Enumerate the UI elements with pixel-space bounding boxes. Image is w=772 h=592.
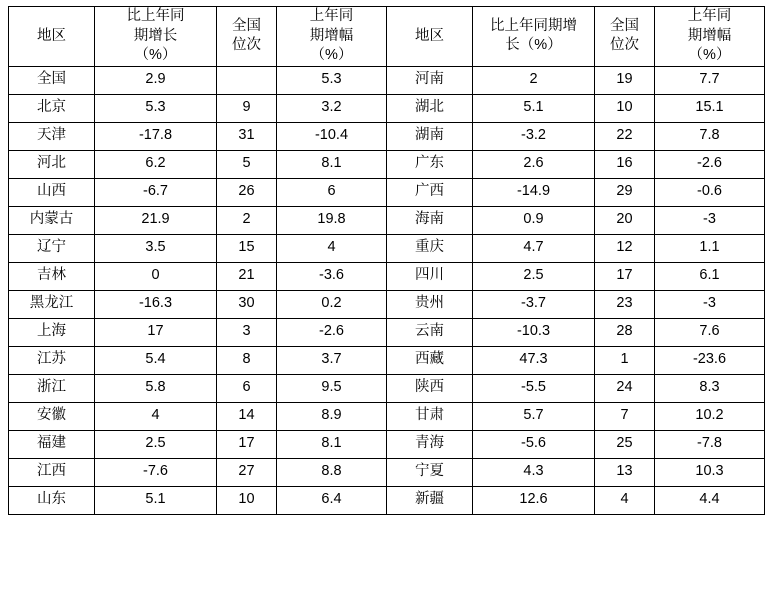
cell-rank-left: 26 (217, 178, 277, 206)
cell-growth-left: 4 (95, 402, 217, 430)
cell-region-left: 浙江 (9, 374, 95, 402)
cell-prev-left: 6.4 (277, 486, 387, 514)
cell-rank-right: 24 (595, 374, 655, 402)
cell-rank-right: 10 (595, 94, 655, 122)
cell-growth-right: 2.6 (473, 150, 595, 178)
cell-region-left: 辽宁 (9, 234, 95, 262)
cell-rank-right: 25 (595, 430, 655, 458)
table-row (9, 66, 765, 94)
header-rank-right-line2: 位次 (610, 37, 639, 54)
cell-rank-left: 21 (217, 262, 277, 290)
regional-growth-table (8, 6, 765, 515)
cell-rank-right: 17 (595, 262, 655, 290)
cell-prev-left: 4 (277, 234, 387, 262)
header-rank-left-line1: 全国 (232, 17, 261, 34)
cell-rank-left: 8 (217, 346, 277, 374)
cell-region-right: 广西 (387, 178, 473, 206)
cell-rank-left: 9 (217, 94, 277, 122)
header-prev-right-line1: 上年同 (687, 8, 732, 24)
cell-rank-left: 3 (217, 318, 277, 346)
cell-region-left: 山东 (9, 486, 95, 514)
cell-prev-left: -10.4 (277, 122, 387, 150)
cell-rank-right: 16 (595, 150, 655, 178)
table-row (9, 178, 765, 206)
table-row (9, 486, 765, 514)
cell-prev-left: -2.6 (277, 318, 387, 346)
cell-rank-right: 4 (595, 486, 655, 514)
table-row (9, 122, 765, 150)
cell-growth-right: 2 (473, 66, 595, 94)
table-body (9, 66, 765, 514)
cell-region-right: 陕西 (387, 374, 473, 402)
cell-growth-left: 5.4 (95, 346, 217, 374)
table-row (9, 430, 765, 458)
cell-rank-left: 5 (217, 150, 277, 178)
cell-prev-right: 8.3 (655, 374, 765, 402)
cell-prev-left: -3.6 (277, 262, 387, 290)
cell-rank-left: 30 (217, 290, 277, 318)
cell-rank-right: 7 (595, 402, 655, 430)
table-row (9, 262, 765, 290)
cell-growth-right: 0.9 (473, 206, 595, 234)
cell-rank-left: 17 (217, 430, 277, 458)
cell-growth-left: 3.5 (95, 234, 217, 262)
header-prev-left-line1: 上年同 (309, 8, 354, 24)
cell-prev-left: 8.1 (277, 150, 387, 178)
table-row (9, 402, 765, 430)
cell-rank-left: 27 (217, 458, 277, 486)
cell-region-left: 河北 (9, 150, 95, 178)
cell-region-left: 江西 (9, 458, 95, 486)
cell-growth-right: -10.3 (473, 318, 595, 346)
header-rank-right-line1: 全国 (610, 17, 639, 34)
cell-rank-left: 14 (217, 402, 277, 430)
cell-prev-left: 8.1 (277, 430, 387, 458)
cell-region-right: 新疆 (387, 486, 473, 514)
cell-rank-left: 31 (217, 122, 277, 150)
cell-rank-right: 23 (595, 290, 655, 318)
cell-rank-left (217, 66, 277, 94)
cell-prev-right: 4.4 (655, 486, 765, 514)
cell-growth-left: 21.9 (95, 206, 217, 234)
cell-growth-right: -5.5 (473, 374, 595, 402)
header-prev-right (655, 7, 765, 67)
cell-region-left: 北京 (9, 94, 95, 122)
cell-growth-left: 2.5 (95, 430, 217, 458)
cell-rank-right: 20 (595, 206, 655, 234)
cell-prev-right: 6.1 (655, 262, 765, 290)
cell-growth-left: -17.8 (95, 122, 217, 150)
cell-growth-left: 5.8 (95, 374, 217, 402)
cell-region-right: 湖南 (387, 122, 473, 150)
cell-growth-right: 4.3 (473, 458, 595, 486)
header-growth-left-line3: （%） (134, 47, 177, 64)
cell-prev-right: -7.8 (655, 430, 765, 458)
cell-growth-left: -6.7 (95, 178, 217, 206)
cell-region-right: 广东 (387, 150, 473, 178)
cell-region-right: 海南 (387, 206, 473, 234)
cell-prev-left: 19.8 (277, 206, 387, 234)
cell-prev-right: 7.7 (655, 66, 765, 94)
cell-region-right: 宁夏 (387, 458, 473, 486)
cell-region-left: 天津 (9, 122, 95, 150)
cell-region-left: 黑龙江 (9, 290, 95, 318)
header-growth-right-line2: 长（%） (505, 37, 562, 54)
cell-prev-right: -2.6 (655, 150, 765, 178)
cell-growth-left: 2.9 (95, 66, 217, 94)
table-row (9, 318, 765, 346)
cell-region-right: 湖北 (387, 94, 473, 122)
cell-rank-left: 15 (217, 234, 277, 262)
cell-region-right: 西藏 (387, 346, 473, 374)
cell-region-left: 山西 (9, 178, 95, 206)
cell-prev-left: 0.2 (277, 290, 387, 318)
cell-prev-right: 7.8 (655, 122, 765, 150)
cell-prev-left: 5.3 (277, 66, 387, 94)
header-growth-left (95, 7, 217, 67)
cell-growth-right: 5.1 (473, 94, 595, 122)
cell-rank-right: 28 (595, 318, 655, 346)
cell-growth-right: 47.3 (473, 346, 595, 374)
cell-prev-left: 3.7 (277, 346, 387, 374)
header-growth-left-line1: 比上年同 (126, 8, 185, 24)
table-row (9, 458, 765, 486)
cell-growth-right: 2.5 (473, 262, 595, 290)
header-rank-right (595, 7, 655, 67)
cell-prev-left: 6 (277, 178, 387, 206)
cell-growth-right: -14.9 (473, 178, 595, 206)
cell-rank-right: 1 (595, 346, 655, 374)
cell-prev-left: 3.2 (277, 94, 387, 122)
header-region-right-line1: 地区 (415, 27, 444, 44)
table-header (9, 7, 765, 67)
cell-growth-right: -3.2 (473, 122, 595, 150)
cell-prev-right: 15.1 (655, 94, 765, 122)
cell-growth-left: -16.3 (95, 290, 217, 318)
header-prev-left-line2: 期增幅 (309, 27, 354, 44)
cell-prev-left: 9.5 (277, 374, 387, 402)
cell-growth-left: 5.3 (95, 94, 217, 122)
header-rank-left-line2: 位次 (232, 37, 261, 54)
cell-prev-right: 1.1 (655, 234, 765, 262)
cell-region-right: 云南 (387, 318, 473, 346)
header-row (9, 7, 765, 67)
header-prev-right-line3: （%） (688, 47, 731, 64)
header-rank-left (217, 7, 277, 67)
cell-growth-left: -7.6 (95, 458, 217, 486)
table-row (9, 94, 765, 122)
cell-region-right: 重庆 (387, 234, 473, 262)
cell-prev-right: 10.3 (655, 458, 765, 486)
cell-growth-left: 0 (95, 262, 217, 290)
table-row (9, 346, 765, 374)
table-row (9, 374, 765, 402)
header-growth-left-line2: 期增长 (133, 27, 178, 44)
cell-rank-left: 2 (217, 206, 277, 234)
cell-region-left: 全国 (9, 66, 95, 94)
header-region-left-line1: 地区 (37, 27, 66, 44)
cell-prev-left: 8.8 (277, 458, 387, 486)
cell-prev-right: -23.6 (655, 346, 765, 374)
cell-growth-right: 12.6 (473, 486, 595, 514)
header-region-left (9, 7, 95, 67)
header-growth-right (473, 7, 595, 67)
cell-growth-right: 5.7 (473, 402, 595, 430)
cell-rank-right: 29 (595, 178, 655, 206)
cell-prev-left: 8.9 (277, 402, 387, 430)
cell-region-right: 河南 (387, 66, 473, 94)
header-prev-right-line2: 期增幅 (687, 27, 732, 44)
cell-growth-right: -5.6 (473, 430, 595, 458)
cell-rank-left: 6 (217, 374, 277, 402)
cell-growth-right: 4.7 (473, 234, 595, 262)
header-region-right (387, 7, 473, 67)
cell-region-left: 上海 (9, 318, 95, 346)
cell-region-left: 福建 (9, 430, 95, 458)
cell-rank-left: 10 (217, 486, 277, 514)
cell-prev-right: -0.6 (655, 178, 765, 206)
cell-prev-right: -3 (655, 206, 765, 234)
cell-prev-right: 7.6 (655, 318, 765, 346)
cell-region-left: 吉林 (9, 262, 95, 290)
cell-growth-left: 6.2 (95, 150, 217, 178)
cell-region-left: 江苏 (9, 346, 95, 374)
cell-rank-right: 19 (595, 66, 655, 94)
cell-rank-right: 22 (595, 122, 655, 150)
cell-rank-right: 13 (595, 458, 655, 486)
table-row (9, 290, 765, 318)
cell-region-right: 四川 (387, 262, 473, 290)
cell-prev-right: -3 (655, 290, 765, 318)
table-row (9, 234, 765, 262)
cell-prev-right: 10.2 (655, 402, 765, 430)
table-row (9, 150, 765, 178)
cell-rank-right: 12 (595, 234, 655, 262)
cell-region-left: 安徽 (9, 402, 95, 430)
cell-growth-left: 5.1 (95, 486, 217, 514)
cell-growth-left: 17 (95, 318, 217, 346)
header-prev-left-line3: （%） (310, 47, 353, 64)
cell-region-left: 内蒙古 (9, 206, 95, 234)
header-growth-right-line1: 比上年同期增 (490, 17, 577, 34)
cell-region-right: 青海 (387, 430, 473, 458)
cell-growth-right: -3.7 (473, 290, 595, 318)
cell-region-right: 贵州 (387, 290, 473, 318)
table-row (9, 206, 765, 234)
cell-region-right: 甘肃 (387, 402, 473, 430)
header-prev-left (277, 7, 387, 67)
